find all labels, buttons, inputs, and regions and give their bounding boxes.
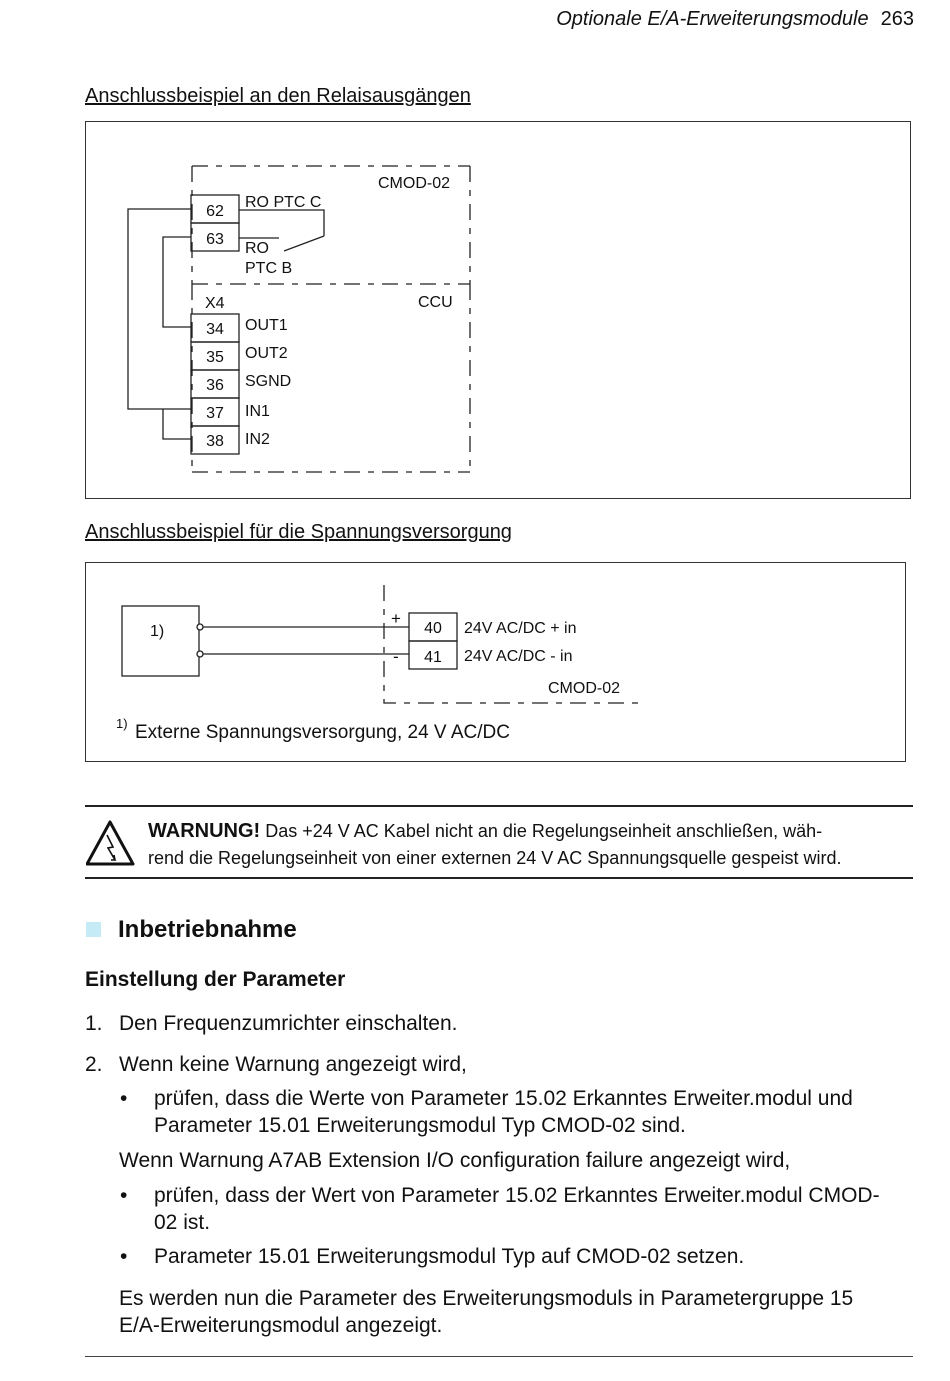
page-number: 263 — [880, 8, 914, 30]
step-1-number: 1. — [85, 1012, 103, 1035]
page-header — [556, 8, 914, 31]
power-wiring-diagram — [86, 563, 907, 763]
bullet-2-line-1: prüfen, dass der Wert von Parameter 15.02 Erkanntes Erweiter.modul CMOD- — [154, 1184, 880, 1207]
connector-x4-label: X4 — [205, 295, 225, 312]
bullet-3-marker: • — [120, 1245, 128, 1268]
warning-top-rule — [85, 805, 913, 807]
power-diagram-frame — [85, 562, 906, 762]
bullet-2-line-2: 02 ist. — [154, 1211, 211, 1234]
terminal-34: 34 — [206, 321, 224, 338]
bullet-2-text — [154, 1182, 924, 1236]
terminal-41: 41 — [424, 649, 442, 666]
warning-text — [148, 818, 918, 872]
warning-text-line1: Das +24 V AC Kabel nicht an die Regelungseinheit anschließen, wäh- — [265, 821, 823, 841]
relay-caption: Anschlussbeispiel an den Relaisausgängen — [85, 85, 471, 107]
step-1-text: Den Frequenzumrichter einschalten. — [119, 1012, 458, 1035]
terminal-38-label: IN2 — [245, 431, 270, 448]
terminal-63-label-line2: PTC B — [245, 260, 293, 277]
terminal-37: 37 — [206, 405, 224, 422]
bullet-2-marker: • — [120, 1184, 128, 1207]
warning-title: WARNUNG! — [148, 820, 261, 842]
terminal-41-label: 24V AC/DC - in — [464, 648, 573, 665]
final-paragraph — [119, 1285, 919, 1339]
ccu-label: CCU — [418, 294, 453, 311]
header-title: Optionale E/A-Erweiterungsmodule — [556, 8, 869, 30]
footnote-text: Externe Spannungsversorgung, 24 V AC/DC — [135, 722, 510, 743]
bullet-1-line-2: Parameter 15.01 Erweiterungsmodul Typ CMOD-02 sind. — [154, 1114, 686, 1137]
terminal-40: 40 — [424, 620, 442, 637]
terminal-63: 63 — [206, 231, 224, 248]
step-2-text: Wenn keine Warnung angezeigt wird, — [119, 1053, 467, 1076]
terminal-36: 36 — [206, 377, 224, 394]
terminal-36-label: SGND — [245, 373, 292, 390]
power-module-label: CMOD-02 — [548, 680, 621, 697]
relay-wiring-diagram — [86, 122, 912, 500]
lightning-warning-icon — [86, 820, 136, 866]
section-marker — [86, 922, 101, 937]
terminal-35-label: OUT2 — [245, 345, 288, 362]
bullet-1-line-1: prüfen, dass die Werte von Parameter 15.02 Erkanntes Erweiter.modul und — [154, 1087, 853, 1110]
bullet-1-marker: • — [120, 1087, 128, 1110]
bullet-3-text: Parameter 15.01 Erweiterungsmodul Typ auf CMOD-02 setzen. — [154, 1245, 745, 1268]
step-2-number: 2. — [85, 1053, 103, 1076]
relay-diagram-frame — [85, 121, 911, 499]
terminal-62-label: RO PTC C — [245, 194, 322, 211]
source-label: 1) — [150, 623, 165, 640]
terminal-40-label: 24V AC/DC + in — [464, 620, 577, 637]
terminal-62: 62 — [206, 203, 224, 220]
relay-module-label: CMOD-02 — [378, 175, 451, 192]
section-title: Inbetriebnahme — [118, 916, 297, 943]
terminal-35: 35 — [206, 349, 224, 366]
bullet-1-text — [154, 1085, 924, 1139]
terminal-37-label: IN1 — [245, 403, 270, 420]
terminal-38: 38 — [206, 433, 224, 450]
alt-condition-text: Wenn Warnung A7AB Extension I/O configuration failure angezeigt wird, — [119, 1149, 791, 1172]
terminal-34-label: OUT1 — [245, 317, 288, 334]
warning-line-1 — [148, 818, 918, 845]
warning-bottom-rule — [85, 877, 913, 879]
terminal-63-label-line1: RO — [245, 240, 269, 257]
minus-sign: - — [393, 647, 399, 666]
final-line-2: E/A-Erweiterungsmodul angezeigt. — [119, 1314, 443, 1337]
footer-rule — [85, 1356, 913, 1357]
section-subtitle: Einstellung der Parameter — [85, 968, 346, 991]
final-line-1: Es werden nun die Parameter des Erweiterungsmoduls in Parametergruppe 15 — [119, 1287, 854, 1310]
plus-sign: + — [391, 609, 401, 628]
power-caption: Anschlussbeispiel für die Spannungsversorgung — [85, 521, 512, 543]
footnote-mark: 1) — [116, 716, 128, 731]
warning-text-line2: rend die Regelungseinheit von einer externen 24 V AC Spannungsquelle gespeist wird. — [148, 848, 842, 868]
